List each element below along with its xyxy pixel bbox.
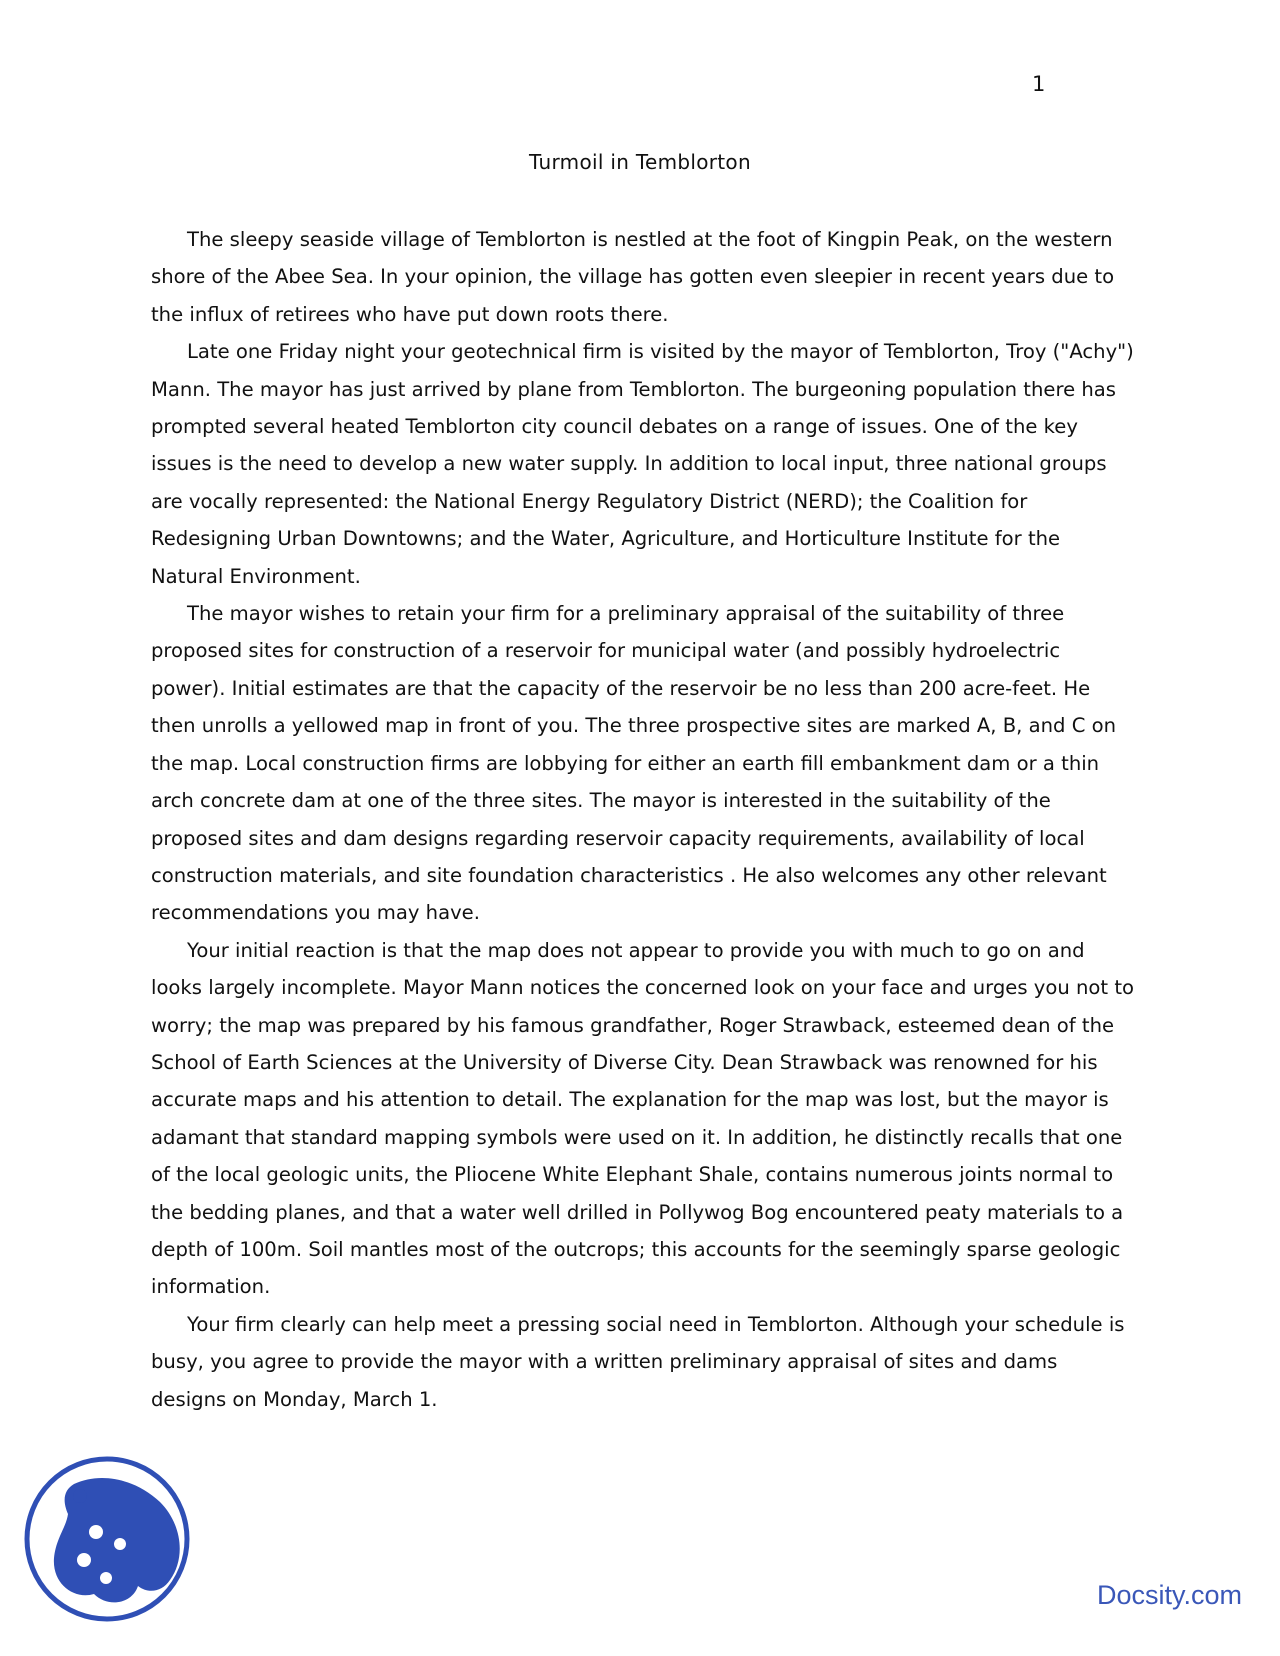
paragraph: Your initial reaction is that the map does not appear to provide you with much to go on and looks largely incomplete. Mayor Mann notices the concerned look on your face and urges you not to worry; the map was prepared by his famous grandfather, Roger Strawback, esteemed dean of the School of Earth Sciences at the University of Diverse City. Dean Strawback was renowned for his accurate maps and his attention to detail. The explanation for the map was lost, but the mayor is adamant that standard mapping symbols were used on it. In addition, he distinctly recalls that one of the local geologic units, the Pliocene White Elephant Shale, contains numerous joints normal to the bedding planes, and that a water well drilled in Pollywog Bog encountered peaty materials to a depth of 100m. Soil mantles most of the outcrops; this accounts for the seemingly sparse geologic information. [151,938,1134,1299]
docsity-logo-icon [22,1454,192,1624]
docsity-link[interactable]: Docsity.com [1097,1580,1243,1610]
paragraph: Your firm clearly can help meet a pressing social need in Temblorton. Although your schedule is busy, you agree to provide the mayor with a written preliminary appraisal of sites and dams designs on Monday, March 1. [151,1312,1125,1411]
paragraph: Late one Friday night your geotechnical firm is visited by the mayor of Temblorton, Troy ("Achy") Mann. The mayor has just arrived by plane from Temblorton. The burgeoning population there has prompted several heated Temblorton city council debates on a range of issues. One of the key issues is the need to develop a new water supply. In addition to local input, three national groups are vocally represented: the National Energy Regulatory District (NERD); the Coalition for Redesigning Urban Downtowns; and the Water, Agriculture, and Horticulture Institute for the Natural Environment. [151,340,1134,588]
page-number: 1 [1032,72,1046,96]
document-title: Turmoil in Temblorton [529,150,751,174]
paragraph: The sleepy seaside village of Temblorton is nestled at the foot of Kingpin Peak, on the western shore of the Abee Sea. In your opinion, the village has gotten even sleepier in recent years due to the influx of retirees who have put down roots there. [151,228,1115,326]
paragraph: The mayor wishes to retain your firm for a preliminary appraisal of the suitability of three proposed sites for construction of a reservoir for municipal water (and possibly hydroelectric power). Initial estimates are that the capacity of the reservoir be no less than 200 acre-feet. He then unrolls a yellowed map in front of you. The three prospective sites are marked A, B, and C on the map. Local construction firms are lobbying for either an earth fill embankment dam or a thin arch concrete dam at one of the three sites. The mayor is interested in the suitability of the proposed sites and dam designs regarding reservoir capacity requirements, availability of local construction materials, and site foundation characteristics . He also welcomes any other relevant recommendations you may have. [151,602,1117,925]
document-body [151,221,1136,1418]
docsity-logo-graphic [22,1454,192,1624]
